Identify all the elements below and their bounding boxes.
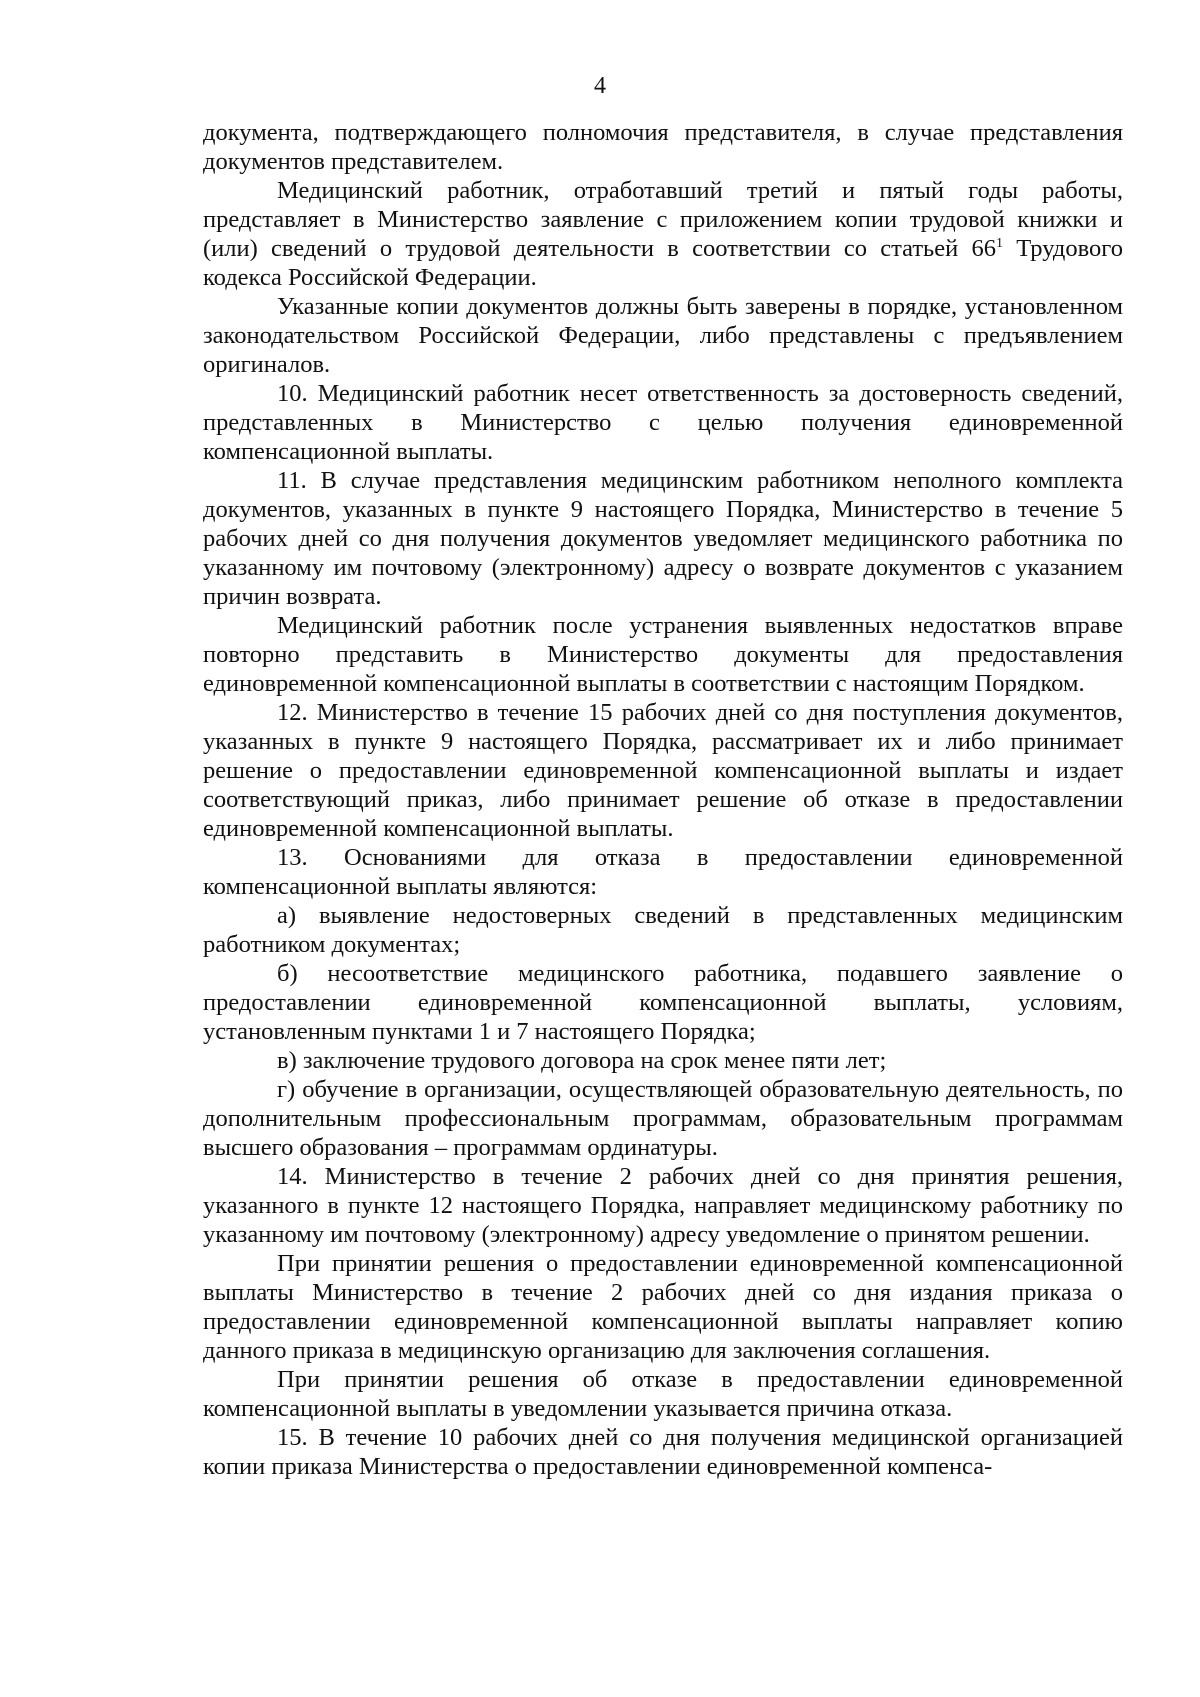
paragraph-item-10: 10. Медицинский работник несет ответственность за достоверность сведений, представленных в Министерство с целью получения единовременной компенсационной выплаты. [203,380,1123,465]
paragraph-text: Медицинский работник, отработавший третий и пятый годы работы, представляет в Министерство заявление с приложением копии трудовой книжки и (или) сведений о трудовой деятельности в соответствии со статьей 66 [203,177,1123,262]
paragraph-labor-book [203,176,1123,292]
paragraph-resubmission: Медицинский работник после устранения выявленных недостатков вправе повторно представить в Министерство документы для предоставления единовременной компенсационной выплаты в соответствии с настоящим Порядком. [203,612,1123,697]
paragraph-item-11: 11. В случае представления медицинским работником неполного комплекта документов, указанных в пункте 9 настоящего Порядка, Министерство в течение 5 рабочих дней со дня получения документов уведомляет медицинского работника по указанному им почтовому (электронному) адресу о возврате документов с указанием причин возврата. [203,467,1123,610]
paragraph-certified-copies: Указанные копии документов должны быть заверены в порядке, установленном законодательством Российской Федерации, либо представлены с предъявлением оригиналов. [203,293,1123,378]
document-body [203,118,1123,1481]
paragraph-continuation: документа, подтверждающего полномочия представителя, в случае представления документов представителем. [203,119,1123,175]
paragraph-item-12: 12. Министерство в течение 15 рабочих дней со дня поступления документов, указанных в пункте 9 настоящего Порядка, рассматривает их и либо принимает решение о предоставлении единовременной компенсационной выплаты и издает соответствующий приказ, либо принимает решение об отказе в предоставлении единовременной компенсационной выплаты. [203,699,1123,842]
paragraph-refusal-decision: При принятии решения об отказе в предоставлении единовременной компенсационной выплаты в уведомлении указывается причина отказа. [203,1366,1123,1422]
paragraph-item-14: 14. Министерство в течение 2 рабочих дней со дня принятия решения, указанного в пункте 12 настоящего Порядка, направляет медицинскому работнику по указанному им почтовому (электронному) адресу уведомление о принятом решении. [203,1163,1123,1248]
page-number: 4 [594,73,606,99]
paragraph-text: Трудового кодекса Российской Федерации. [203,235,1123,291]
paragraph-item-15: 15. В течение 10 рабочих дней со дня получения медицинской организацией копии приказа Министерства о предоставлении единовременной компенса- [203,1424,1123,1480]
paragraph-positive-decision: При принятии решения о предоставлении единовременной компенсационной выплаты Министерство в течение 2 рабочих дней со дня издания приказа о предоставлении единовременной компенсационной выплаты направляет копию данного приказа в медицинскую организацию для заключения соглашения. [203,1250,1123,1364]
article-superscript: 1 [995,235,1003,251]
list-item-a: а) выявление недостоверных сведений в представленных медицинским работником документах; [203,902,1123,958]
paragraph-item-13: 13. Основаниями для отказа в предоставлении единовременной компенсационной выплаты являются: [203,844,1123,900]
list-item-g: г) обучение в организации, осуществляющей образовательную деятельность, по дополнительным профессиональным программам, образовательным программам высшего образования – программам ординатуры. [203,1076,1123,1161]
list-item-b: б) несоответствие медицинского работника, подавшего заявление о предоставлении единовременной компенсационной выплаты, условиям, установленным пунктами 1 и 7 настоящего Порядка; [203,960,1123,1045]
list-item-v: в) заключение трудового договора на срок менее пяти лет; [277,1047,887,1074]
